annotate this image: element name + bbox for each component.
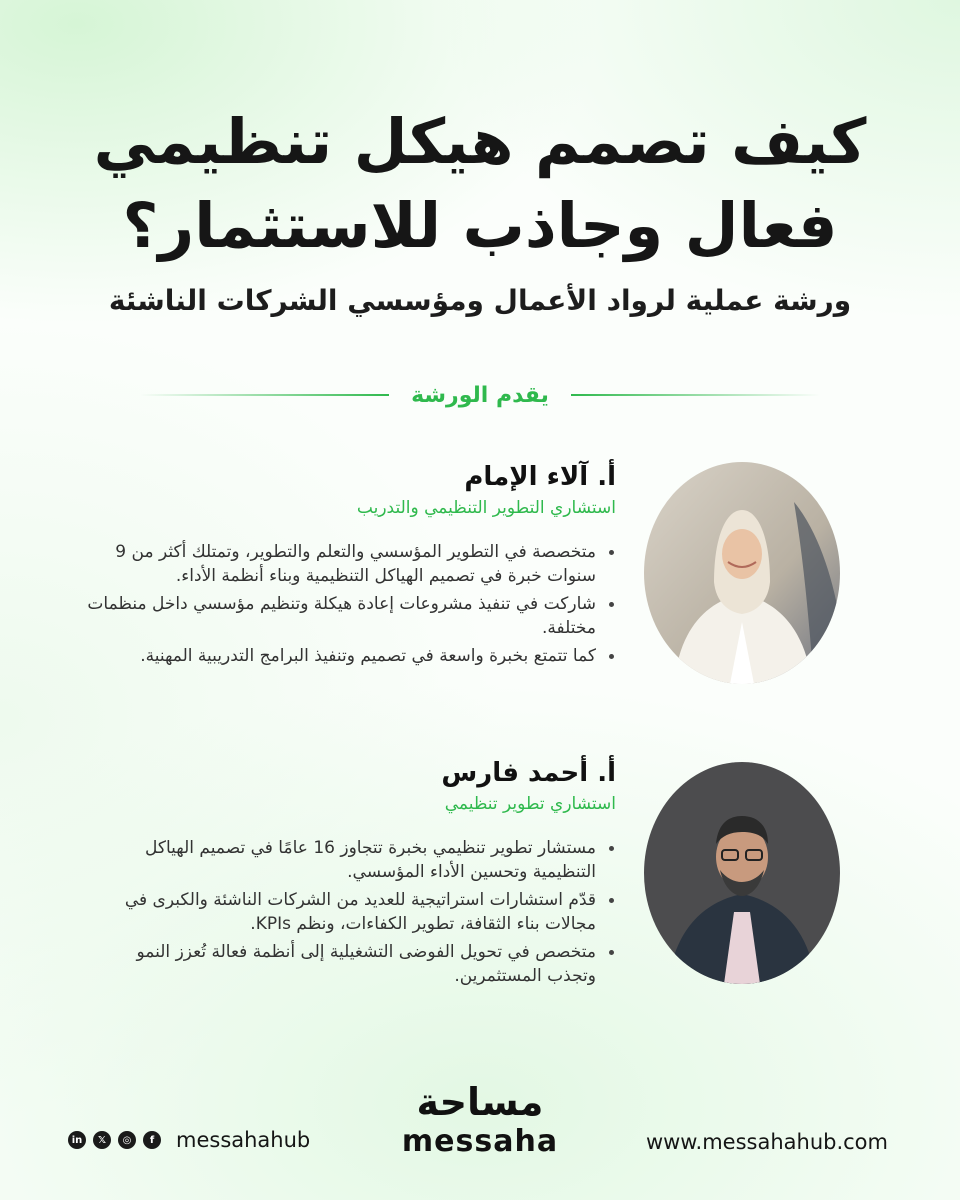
presenter-name: أ. آلاء الإمام	[464, 462, 616, 492]
list-item: متخصصة في التطوير المؤسسي والتعلم والتطوير، وتمتلك أكثر من 9 سنوات خبرة في تصميم الهياكل التنظيمية وبناء أنظمة الأداء.	[86, 540, 616, 588]
list-item: مستشار تطوير تنظيمي بخبرة تتجاوز 16 عامًا في تصميم الهياكل التنظيمية وتحسين الأداء المؤسسي.	[86, 836, 616, 884]
list-item: قدّم استشارات استراتيجية للعديد من الشركات الناشئة والكبرى في مجالات بناء الثقافة، تطوير الكفاءات، ونظم KPIs.	[86, 888, 616, 936]
website-link[interactable]: www.messahahub.com	[645, 1130, 888, 1154]
title-line-1: كيف تصمم هيكل تنظيمي	[93, 105, 867, 178]
title-line-2: فعال وجاذب للاستثمار؟	[122, 189, 838, 262]
subtitle: ورشة عملية لرواد الأعمال ومؤسسي الشركات الناشئة	[108, 284, 852, 317]
presenter-photo	[644, 762, 840, 984]
section-divider	[140, 378, 820, 412]
presenter-name: أ. أحمد فارس	[441, 758, 616, 788]
section-label: يقدم الورشة	[411, 382, 549, 408]
linkedin-icon[interactable]: in	[68, 1131, 86, 1149]
list-item: متخصص في تحويل الفوضى التشغيلية إلى أنظمة فعالة تُعزز النمو وتجذب المستثمرين.	[86, 940, 616, 988]
social-handle[interactable]: messahahub	[176, 1128, 311, 1152]
instagram-icon[interactable]: ◎	[118, 1131, 136, 1149]
divider-line-right	[571, 394, 820, 396]
logo-english: messaha	[401, 1124, 559, 1159]
divider-line-left	[140, 394, 389, 396]
list-item: كما تتمتع بخبرة واسعة في تصميم وتنفيذ البرامج التدريبية المهنية.	[86, 644, 616, 668]
presenter-role: استشاري التطوير التنظيمي والتدريب	[356, 498, 616, 518]
presenter-photo	[644, 462, 840, 684]
presenter-bio-list	[86, 836, 616, 992]
presenter-bio-list	[86, 540, 616, 672]
footer	[0, 1080, 960, 1200]
facebook-icon[interactable]: f	[143, 1131, 161, 1149]
x-icon[interactable]: 𝕏	[93, 1131, 111, 1149]
social-links	[68, 1128, 310, 1152]
presenter-role: استشاري تطوير تنظيمي	[444, 794, 616, 814]
logo-arabic: مساحة	[416, 1080, 544, 1124]
page-title	[0, 100, 960, 268]
list-item: شاركت في تنفيذ مشروعات إعادة هيكلة وتنظيم مؤسسي داخل منظمات مختلفة.	[86, 592, 616, 640]
